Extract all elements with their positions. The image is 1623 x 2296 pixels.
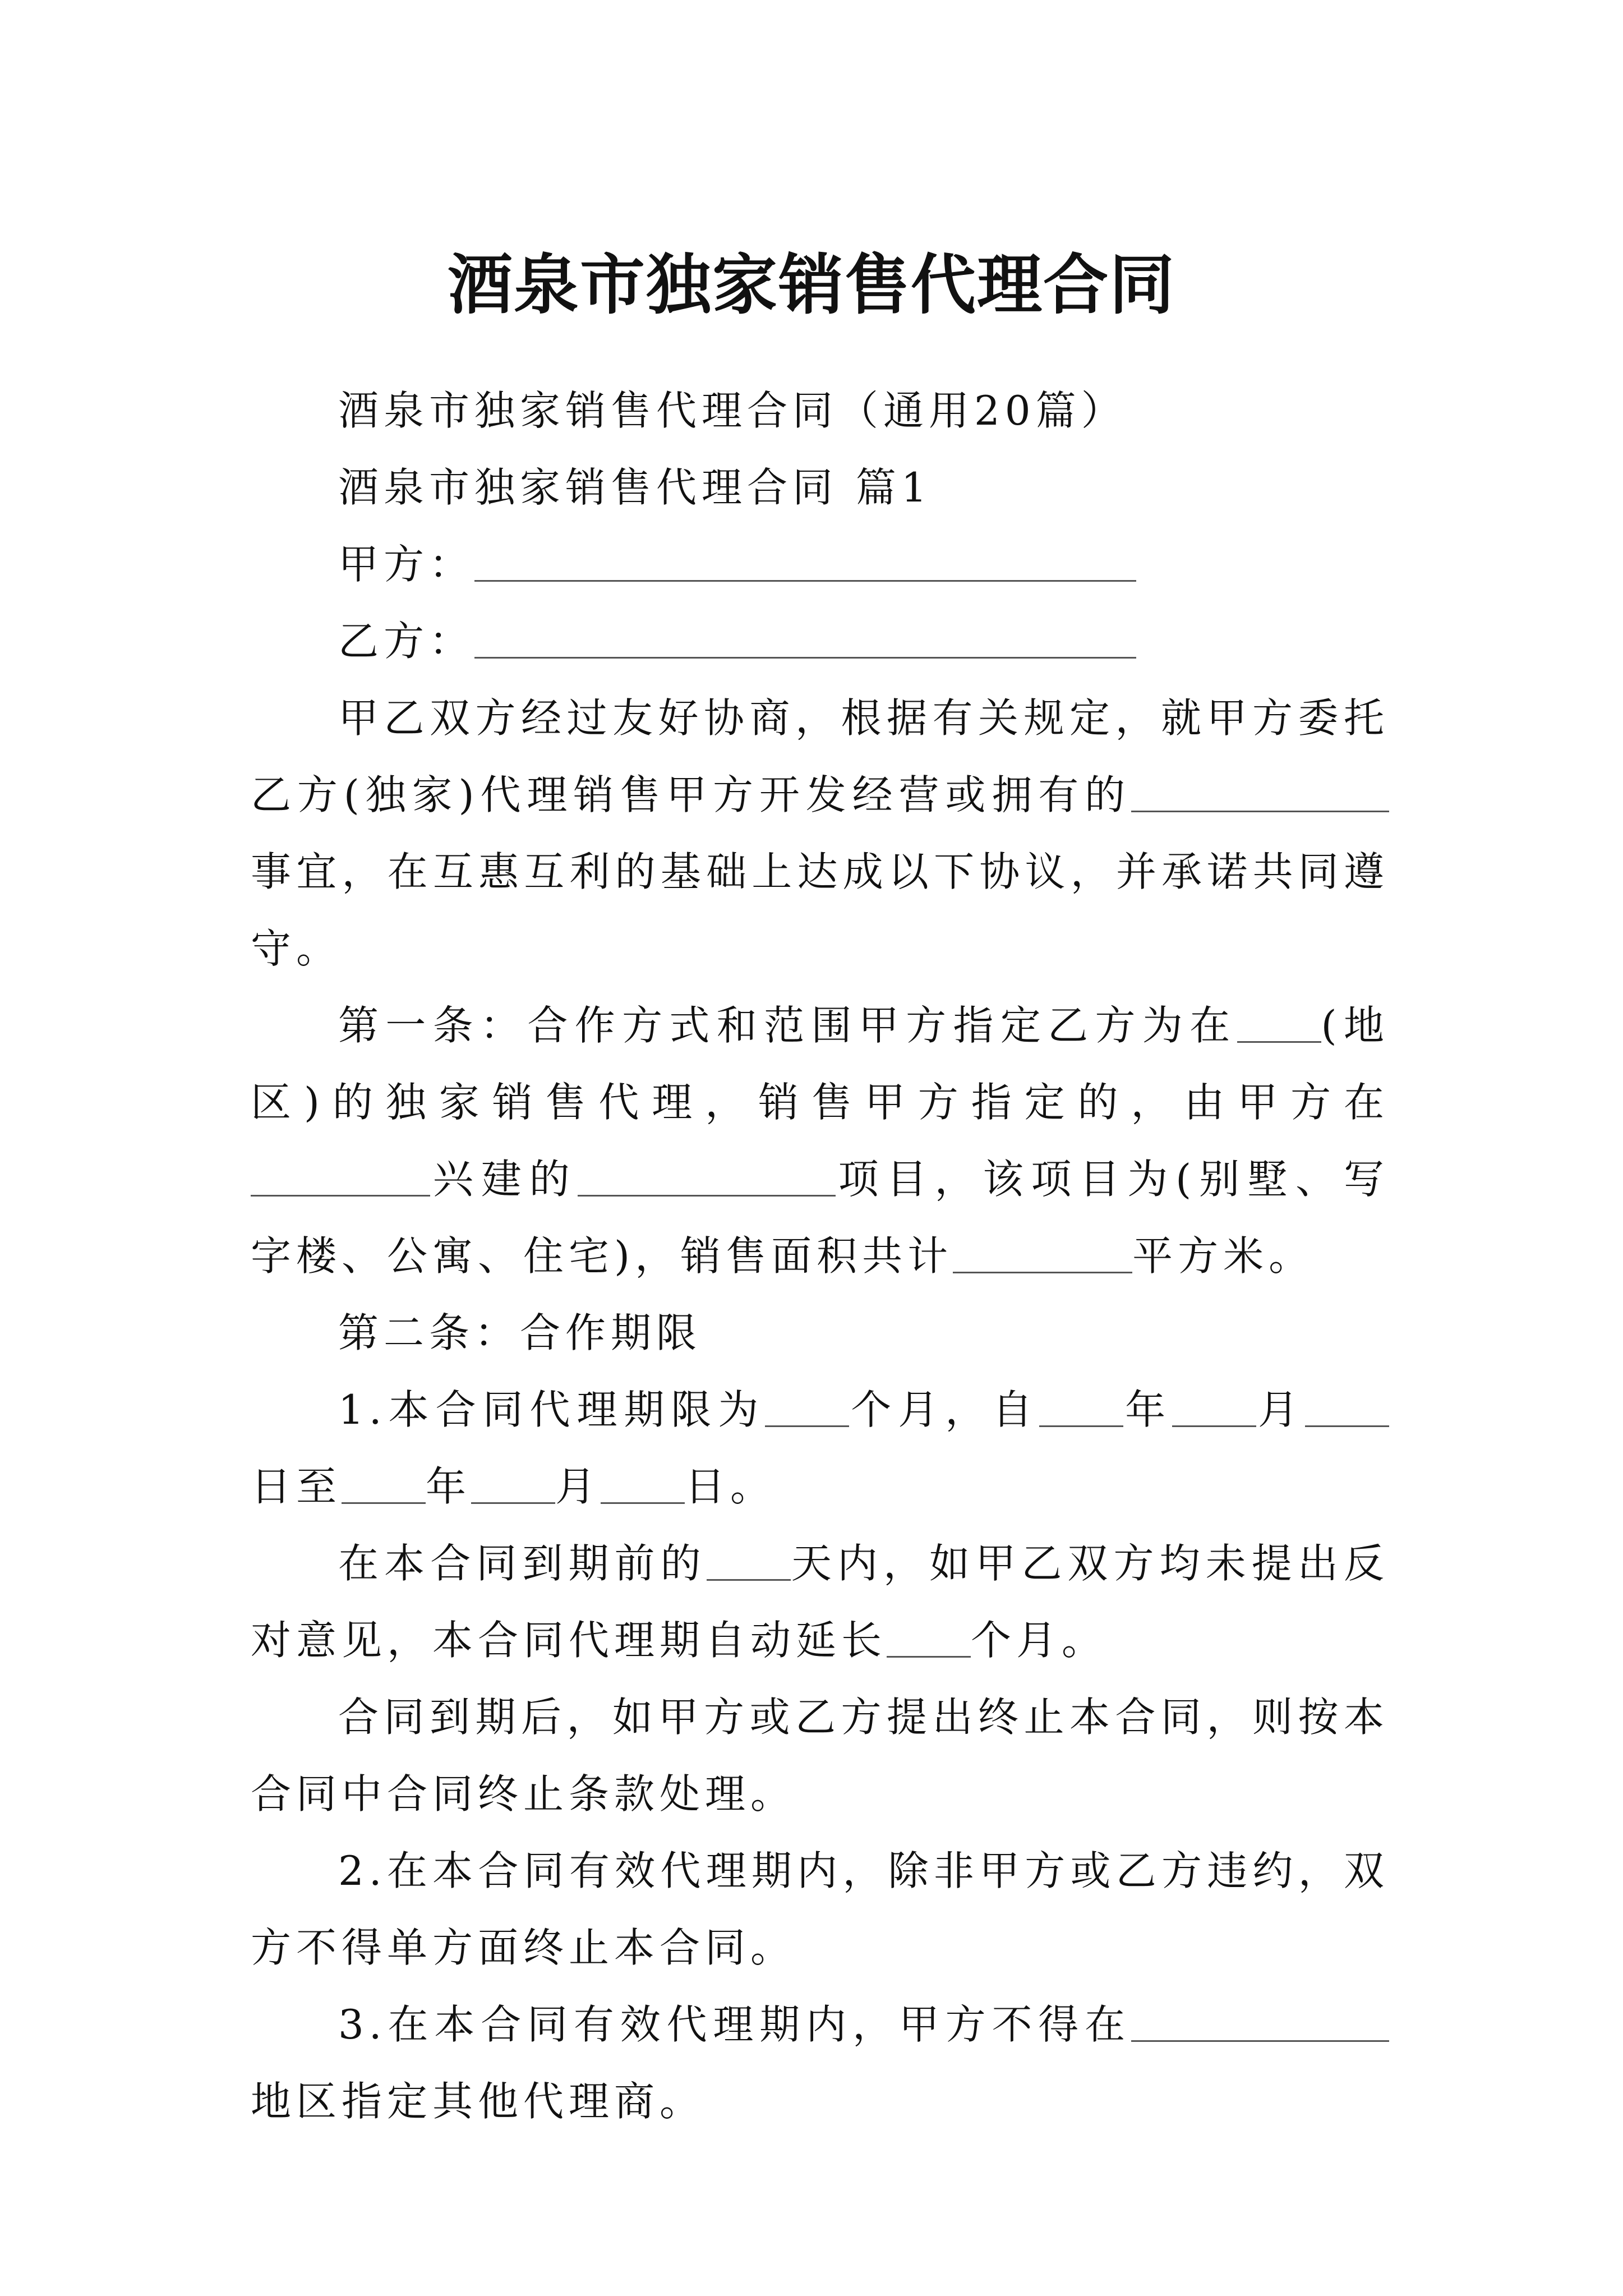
blank-field xyxy=(601,1465,685,1504)
party-a-line xyxy=(251,526,1389,603)
intro-paragraph: 甲乙双方经过友好协商，根据有关规定，就甲方委托乙方(独家)代理销售甲方开发经营或拥有的事宜，在互惠互利的基础上达成以下协议，并承诺共同遵守。 xyxy=(251,694,1389,972)
blank-field xyxy=(887,1619,971,1658)
blank-field xyxy=(1172,1388,1256,1427)
clause-1-paragraph: 1.本合同代理期限为 个月，自 年 月日至 年 月 日。 xyxy=(251,1372,1389,1525)
renewal-paragraph: 在本合同到期前的 天内，如甲乙双方均未提出反对意见，本合同代理期自动延长 个月。 xyxy=(251,1540,1389,1664)
clause-2-paragraph: 2.在本合同有效代理期内，除非甲方或乙方违约，双方不得单方面终止本合同。 xyxy=(251,1847,1389,1971)
article-1-paragraph: 第一条：合作方式和范围甲方指定乙方为在 (地区)的独家销售代理，销售甲方指定的，由甲方在兴建的 项目，该项目为(别墅、写字楼、公寓、住宅)，销售面积共计 平方米。 xyxy=(251,1002,1389,1280)
blank-field xyxy=(471,1465,555,1504)
blank-field xyxy=(1131,2003,1389,2042)
clause-3-paragraph: 3.在本合同有效代理期内，甲方不得在地区指定其他代理商。 xyxy=(251,1986,1389,2140)
section-heading: 酒泉市独家销售代理合同 篇1 xyxy=(338,464,932,511)
party-b-label: 乙方： xyxy=(338,618,475,665)
party-b-line xyxy=(251,603,1389,680)
blank-field xyxy=(1131,774,1389,812)
expiry-paragraph: 合同到期后，如甲方或乙方提出终止本合同，则按本合同中合同终止条款处理。 xyxy=(251,1694,1389,1818)
document-body xyxy=(251,372,1389,2140)
blank-field xyxy=(251,1158,430,1197)
blank-field xyxy=(578,1158,836,1197)
article-2-heading: 第二条：合作期限 xyxy=(338,1309,702,1356)
blank-field xyxy=(707,1542,791,1581)
blank-field xyxy=(765,1388,849,1427)
document-title: 酒泉市独家销售代理合同 xyxy=(448,246,1175,323)
party-a-blank xyxy=(474,543,1136,582)
blank-field xyxy=(1039,1388,1123,1427)
party-a-label: 甲方： xyxy=(338,541,475,588)
blank-field xyxy=(342,1465,426,1504)
blank-field xyxy=(953,1235,1132,1273)
party-b-blank xyxy=(474,620,1136,659)
blank-field xyxy=(1305,1388,1389,1427)
subtitle: 酒泉市独家销售代理合同（通用20篇） xyxy=(338,387,1127,434)
blank-field xyxy=(1237,1004,1321,1043)
